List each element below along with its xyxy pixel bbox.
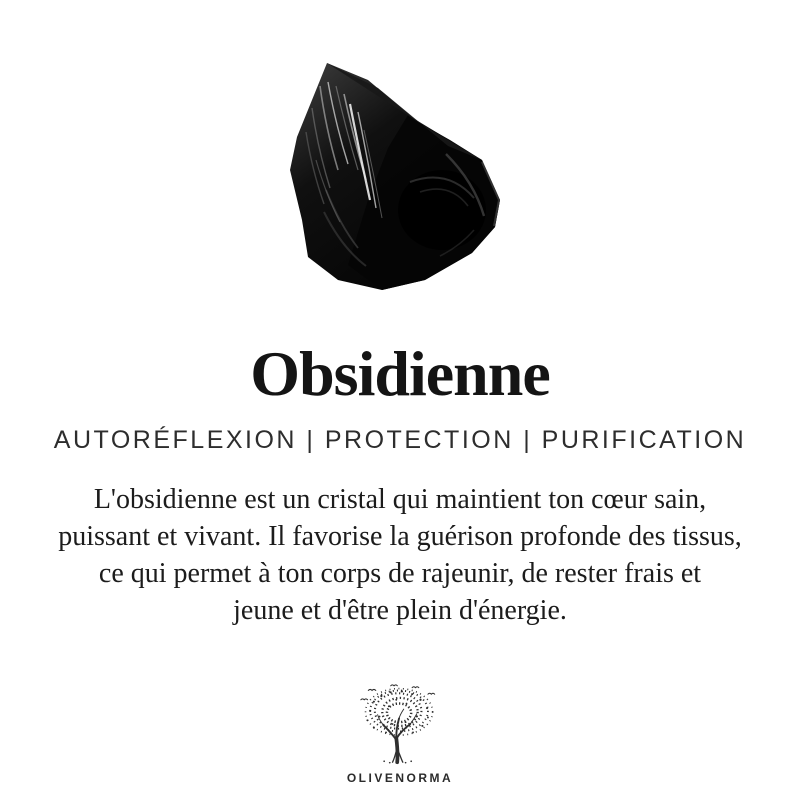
keywords-subtitle: AUTORÉFLEXION | PROTECTION | PURIFICATION	[53, 426, 747, 454]
obsidian-stone-image	[290, 60, 512, 292]
brand-name: OLIVENORMA	[346, 771, 454, 785]
description-line: jeune et d'être plein d'énergie.	[233, 595, 567, 626]
description-line: ce qui permet à ton corps de rajeunir, de rester frais et	[98, 558, 702, 589]
description-text	[0, 481, 800, 629]
brand-logo	[0, 683, 800, 785]
description-line: L'obsidienne est un cristal qui maintient ton cœur sain,	[93, 484, 707, 515]
tree-with-birds-icon	[352, 683, 448, 765]
page-title: Obsidienne	[250, 338, 550, 409]
description-line: puissant et vivant. Il favorise la guérison profonde des tissus,	[58, 521, 742, 552]
obsidian-stone-icon	[290, 60, 512, 292]
